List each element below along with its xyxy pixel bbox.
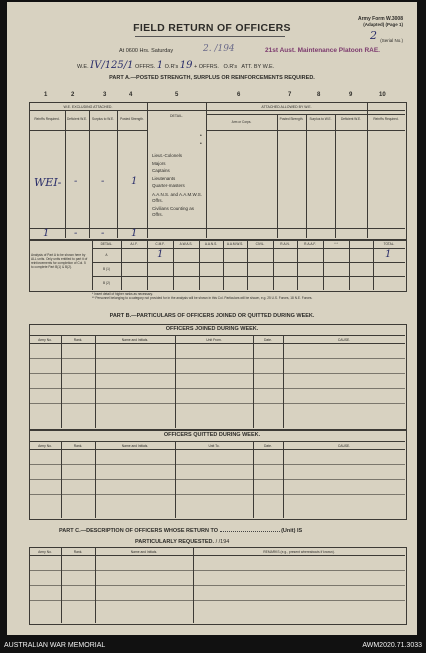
joined-col-date: Date. [264, 338, 272, 342]
serial-label: (Serial No.) [380, 38, 403, 43]
dc-awas: A.W.A.S. [179, 242, 193, 246]
dc-cmf: C.M.F. [155, 242, 165, 246]
part-b-title: PART B.—PARTICULARS OF OFFICERS JOINED OR QUITTED DURING WEEK. [109, 313, 315, 319]
dc-civil: CIVIL. [255, 242, 265, 246]
joined-title: OFFICERS JOINED DURING WEEK. [165, 326, 259, 332]
partc-col-rank: Rank. [73, 550, 83, 554]
row-a: A [105, 253, 108, 257]
hw-a-aif: 1 [157, 249, 164, 260]
quitted-col-unit: Unit To. [208, 444, 220, 448]
dc-aamws: A.A.M.W.S. [226, 242, 244, 246]
partc-col-name: Name and Initials. [130, 550, 158, 554]
col-num-7: 7 [288, 92, 292, 98]
dc-total: TOTAL. [383, 242, 395, 246]
quitted-col-date: Date. [264, 444, 272, 448]
rank-lieutenants: Lieutenants [152, 175, 176, 181]
rank-aans: A.A.N.S. and A.A.M.W.S. Offrs. [152, 191, 203, 203]
col-num-2: 2 [71, 92, 75, 98]
col-num-10: 10 [379, 92, 386, 98]
attached-allowed-header: ATTACHED ALLOWED BY W.E. [261, 105, 312, 109]
joined-col-armyno: Army No. [38, 338, 52, 342]
title-underline [135, 36, 285, 37]
form-title: FIELD RETURN OF OFFICERS [133, 22, 291, 34]
partc-col-armyno: Army No. [38, 550, 52, 554]
row-b1: B (1) [103, 267, 110, 271]
dc-detail: DETAIL. [100, 242, 113, 246]
hw-total-reinf: 1 [43, 228, 50, 239]
quitted-col-armyno: Army No. [38, 444, 52, 448]
partc-col-remarks: REMARKS (e.g., present whereabouts if known). [263, 550, 335, 554]
quitted-col-cause: CAUSE. [337, 444, 351, 448]
detail-header: DETAIL. [170, 114, 183, 118]
footer-institution: AUSTRALIAN WAR MEMORIAL [4, 642, 106, 649]
rank-majors: Majors [152, 160, 166, 166]
part-c-grid [29, 547, 407, 625]
col-num-1: 1 [44, 92, 48, 98]
hw-total-posted: 1 [131, 228, 138, 239]
hdr-deficient: Deficient W.E. [66, 117, 88, 121]
date-handwritten: 2. /194 [203, 44, 235, 54]
col-num-4: 4 [129, 92, 133, 98]
quitted-col-name: Name and Initials. [121, 444, 149, 448]
hdr-surplus-right: Surplus to W.E. [309, 117, 332, 121]
hw-a-total: 1 [385, 249, 392, 260]
hdr-posted: Posted Strength. [120, 117, 144, 121]
at-line: At 0600 Hrs. Saturday [119, 48, 174, 54]
serial-handwritten: 2 [370, 29, 377, 42]
unit-stamp: 21st Aust. Maintenance Platoon RAE. [265, 47, 380, 54]
part-c-title: PART C.—DESCRIPTION OF OFFICERS WHOSE RETURN TO (Unit) IS [59, 528, 303, 534]
we-value: IV/125/1 [90, 60, 134, 71]
dc-other: * * [334, 242, 338, 246]
joined-col-name: Name and Initials. [121, 338, 149, 342]
quitted-col-rank: Rank. [73, 444, 83, 448]
col-num-9: 9 [349, 92, 353, 98]
dc-aif: A.I.F. [130, 242, 138, 246]
analysis-note: Analysis of Part A to be shown here by ALL units. Only units entitled to part it of reinforcements for completion of Col. 5 to complete Part B(1) & B(2). [31, 253, 88, 269]
offrs-value: 1 [156, 60, 164, 71]
we-line: W.E. IV/125/1 OFFRS. 1 O.R's 19 + OFFRS. O.R's ATT. BY W.E. [77, 60, 275, 71]
joined-col-unit: Unit From. [206, 338, 222, 342]
hdr-reinf-right: Reinf'ts Required. [373, 117, 399, 121]
part-a-title: PART A.—POSTED STRENGTH, SURPLUS OR REINFORCEMENTS REQUIRED. [109, 75, 315, 81]
rank-lt-col: Lieut.-Colonels [152, 153, 183, 158]
col-num-5: 5 [175, 92, 179, 98]
hdr-reinf: Reinf'ts Required. [34, 117, 60, 121]
hdr-surplus: Surplus to W.E. [92, 117, 114, 121]
col-num-6: 6 [237, 92, 241, 98]
hdr-deficient-right: Deficient W.E. [340, 117, 362, 121]
col-num-8: 8 [317, 92, 321, 98]
dc-aans: A.A.N.S. [204, 242, 218, 246]
form-paper: Army Form W.3008 (Adapted) (Page 1) 2 (Serial No.) FIELD RETURN OF OFFICERS At 0600 Hrs. Saturday 2. /194 21st Aust. Maintenance Platoon RAE. W.E. IV/125/1 OFFRS. 1 O.R's 19 + OFFRS. O.R's ATT. BY W.E. PART A.—POSTED STRENGTH, SURPLUS OR REINFORCEMENTS REQUIRED. 1 2 3 4 5 6 7 8 9 10 W.E. EXCLUDING ATTACHED. ATTACHED ALLOWED BY W.E. DETAIL. Reinf'ts Required. Deficient W.E. Surplus to W.E. Posted Strength. Arm or Corps. Posted Strength. Surplus to W.E. Deficient W.E. Reinf'ts Required. • • Lieut.-Colonels Majors Captains Lieutenants Quarter-masters A.A.N.S. and A.A.M.W.S. Offrs. Civilians Counting as Offrs. WEI- - - 1 1 - - 1 Analysis of Part A to be shown here by ALL units. Only units entitled to part it of reinforcements for completion of Col. 5 to complete Part B(1) & B(2). DETAIL. A.I.F. C.M.F. A.W.A.S. A.A.N.S. A.A.M.W.S. CIVIL. R.A.N. R.A.A.F. * * TOTAL. A B (1) B (2) 1 1 * Insert detail of higher ranks as necessary. ** Personnel belonging to a category not provided for in the analysis will be shown in this Col. Particulars will be shown, e.g. 25 U.S. Forces, 18 N.E. Forces. PART B.—PARTICULARS OF OFFICERS JOINED OR QUITTED DURING WEEK. OFFICERS JOINED DURING WEEK. Army No. Rank. Name and Initials. Unit From. Date. CAUSE. OFFICERS QUITTED DURING WEEK. Army No. Rank. Name and Initials. Unit To. Date. CAUSE. PART C.—DESCRIPTION OF OFFICERS WHOSE RETURN TO (Unit) IS PARTICULARLY REQUESTED. / /194 Army No. Rank. Name and Initials. REMARKS (e.g., present whereabouts if known). [7, 2, 417, 635]
footnote-1: * Insert detail of higher ranks as necessary. [92, 292, 153, 296]
footnote-2: ** Personnel belonging to a category not provided for in the analysis will be shown in this Col. Particulars will be shown, e.g. 25 U.S. Forces, 18 N.E. Forces. [92, 296, 313, 300]
hw-posted: 1 [131, 176, 138, 187]
hw-total-surplus: - [101, 228, 105, 239]
adapted-label: (Adapted) (Page 1) [363, 22, 403, 27]
joined-col-cause: CAUSE. [337, 338, 351, 342]
ranks-list [152, 152, 204, 218]
hw-total-deficient: - [74, 228, 78, 239]
rank-captains: Captains [152, 168, 170, 173]
army-form-label: Army Form W.3008 [357, 16, 403, 22]
part-c-requested: PARTICULARLY REQUESTED. / /194 [135, 539, 230, 545]
hdr-posted-right: Posted Strength. [279, 117, 304, 121]
row-b2: B (2) [103, 281, 110, 285]
rank-civilians: Civilians Counting as Offrs. [152, 205, 195, 217]
joined-col-rank: Rank. [73, 338, 83, 342]
hdr-arm-corps: Arm or Corps. [231, 120, 252, 124]
dc-raaf: R.A.A.F. [304, 242, 316, 246]
col-num-3: 3 [103, 92, 107, 98]
hw-deficient: - [74, 176, 78, 187]
we-excluding-header: W.E. EXCLUDING ATTACHED. [63, 105, 113, 109]
ors-value: 19 [179, 60, 193, 71]
footer-accession: AWM2020.71.3033 [362, 642, 422, 649]
hw-wei: WEI- [34, 176, 62, 189]
rank-qm: Quarter-masters [152, 183, 185, 188]
dc-ran: R.A.N. [280, 242, 290, 246]
hw-surplus: - [101, 176, 105, 187]
quitted-title: OFFICERS QUITTED DURING WEEK. [163, 432, 261, 438]
